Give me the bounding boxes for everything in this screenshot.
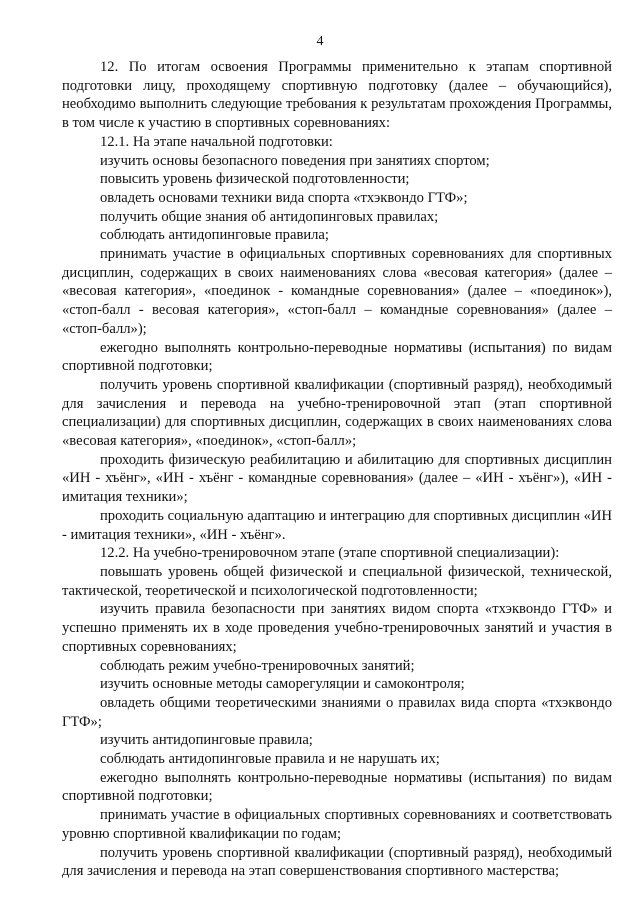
list-item: изучить основы безопасного поведения при занятиях спортом; — [100, 152, 490, 169]
list-item: получить уровень спортивной квалификации (спортивный разряд), необходимый для зачисления и перевода на этап совершенствования спортивного мастерства; — [62, 844, 612, 880]
paragraph-12-1-heading: 12.1. На этапе начальной подготовки: — [100, 133, 333, 150]
list-item: получить общие знания об антидопинговых правилах; — [100, 208, 439, 225]
list-item: изучить основные методы саморегуляции и самоконтроля; — [100, 676, 465, 693]
list-item: овладеть общими теоретическими знаниями о правилах вида спорта «тхэквондо ГТФ»; — [62, 694, 612, 730]
list-item: соблюдать режим учебно-тренировочных занятий; — [100, 657, 415, 674]
list-item: повышать уровень общей физической и специальной физической, технической, тактической, теоретической и психологической подготовленности; — [62, 563, 612, 599]
list-item: проходить физическую реабилитацию и абилитацию для спортивных дисциплин «ИН - хъёнг», «ИН - хъёнг - командные соревнования» (далее – «ИН - хъёнг»), «ИН - имитация техники»; — [62, 451, 612, 506]
list-item: изучить правила безопасности при занятиях видом спорта «тхэквондо ГТФ» и успешно применять их в ходе проведения учебно-тренировочных занятий и участия в спортивных соревнованиях; — [62, 601, 612, 655]
list-item: соблюдать антидопинговые правила и не нарушать их; — [100, 751, 440, 768]
list-item: ежегодно выполнять контрольно-переводные нормативы (испытания) по видам спортивной подготовки; — [62, 769, 612, 805]
list-item: ежегодно выполнять контрольно-переводные нормативы (испытания) по видам спортивной подготовки; — [62, 339, 612, 375]
list-item: принимать участие в официальных спортивных соревнованиях для спортивных дисциплин, содержащих в своих наименованиях слова «весовая категория» (далее – «весовая категория», «поединок - командные соревнования» (далее – «поединок»), «стоп-балл - весовая категория», «стоп-балл – командные соревнования» (далее – «стоп-балл»); — [62, 246, 612, 337]
paragraph-12-2-heading: 12.2. На учебно-тренировочном этапе (этапе спортивной специализации): — [100, 545, 560, 562]
list-item: изучить антидопинговые правила; — [100, 732, 313, 749]
paragraph-12-intro: 12. По итогам освоения Программы применительно к этапам спортивной подготовки лицу, проходящему спортивную подготовку (далее – обучающийся), необходимо выполнить следующие требования к результатам прохождения Программы, в том числе к участию в спортивных соревнованиях: — [62, 59, 612, 132]
page-number: 4 — [316, 34, 324, 49]
list-item: овладеть основами техники вида спорта «тхэквондо ГТФ»; — [100, 189, 468, 206]
list-item: принимать участие в официальных спортивных соревнованиях и соответствовать уровню спортивной квалификации по годам; — [62, 807, 612, 842]
list-item: получить уровень спортивной квалификации (спортивный разряд), необходимый для зачисления и перевода на учебно-тренировочной этап (этап спортивной специализации) для спортивных дисциплин, содержащих в своих наименованиях слова «весовая категория», «поединок», «стоп-балл»; — [62, 376, 612, 450]
list-item: проходить социальную адаптацию и интеграцию для спортивных дисциплин «ИН - имитация техники», «ИН - хъёнг». — [62, 507, 612, 543]
list-item: соблюдать антидопинговые правила; — [100, 227, 329, 244]
list-item: повысить уровень физической подготовленности; — [100, 171, 410, 188]
document-body — [62, 58, 612, 881]
